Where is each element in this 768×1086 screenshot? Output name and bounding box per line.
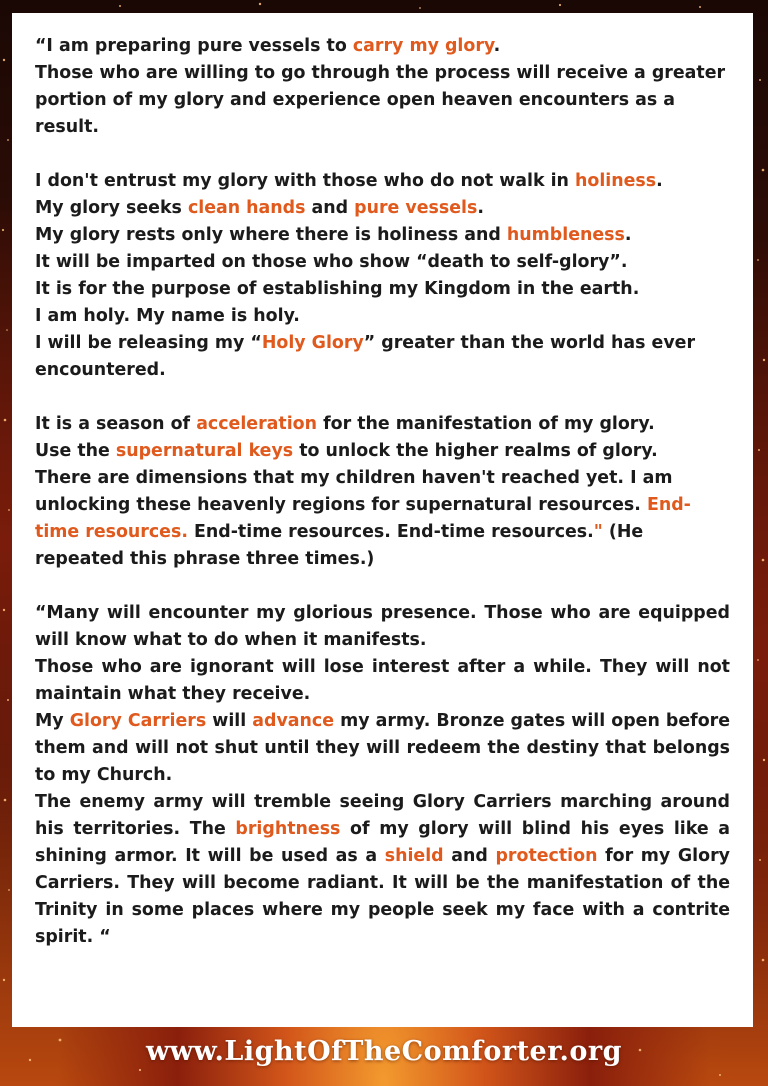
text-segment: Those who are willing to go through the process will receive a greater portion of my glory and experience open heaven encounters as a result. [35, 63, 726, 137]
text-line [35, 249, 730, 276]
text-line [35, 330, 730, 384]
highlighted-phrase: supernatural keys [115, 441, 294, 461]
text-line [35, 303, 730, 330]
text-segment: I am holy. My name is holy. [35, 306, 300, 326]
text-segment: for the manifestation of my glory. [317, 414, 655, 434]
highlighted-phrase: holiness [574, 171, 657, 191]
text-segment: I don't entrust my glory with those who do not walk in [35, 171, 575, 191]
text-line [35, 168, 730, 195]
text-line [35, 33, 730, 60]
text-segment: . [477, 198, 484, 218]
text-line [35, 600, 730, 654]
text-segment: End-time resources. End-time resources. [187, 522, 594, 542]
highlighted-phrase: Glory Carriers [69, 711, 207, 731]
text-segment: It is a season of [35, 414, 197, 434]
text-segment: to unlock the higher realms of glory. [293, 441, 658, 461]
text-segment: My glory rests only where there is holiness and [35, 225, 507, 245]
highlighted-phrase: pure vessels [354, 198, 478, 218]
text-segment: my army. Bronze gates will open before them and will not shut until they will redeem the destiny that belongs to my Church. [35, 711, 731, 785]
highlighted-phrase: " [593, 522, 603, 542]
paragraph [35, 33, 730, 141]
website-url[interactable]: www.LightOfTheComforter.org [146, 1036, 622, 1067]
text-line [35, 222, 730, 249]
text-line [35, 411, 730, 438]
text-segment: There are dimensions that my children haven't reached yet. I am unlocking these heavenly regions for supernatural resources. [35, 468, 673, 515]
highlighted-phrase: humbleness [506, 225, 625, 245]
text-line [35, 60, 730, 141]
text-segment: . [624, 225, 632, 245]
text-segment: I will be releasing my “ [35, 333, 262, 353]
highlighted-phrase: advance [252, 711, 335, 731]
text-line [35, 276, 730, 303]
text-segment: (He repeated this phrase three times.) [35, 522, 644, 569]
text-segment: My [35, 711, 70, 731]
text-segment: The enemy army will tremble seeing Glory Carriers marching around his territories. The [35, 792, 730, 839]
highlighted-phrase: carry my glory [352, 36, 494, 56]
text-line [35, 708, 730, 789]
text-segment: Use the [35, 441, 116, 461]
text-segment: ” greater than the world has ever encountered. [35, 333, 696, 380]
highlighted-phrase: shield [384, 846, 444, 866]
text-segment: “I am preparing pure vessels to [35, 36, 353, 56]
text-segment: . [493, 36, 501, 56]
message-card [12, 13, 753, 1027]
text-line [35, 438, 730, 465]
text-segment: and [305, 198, 355, 218]
paragraph [35, 168, 730, 384]
text-segment: of my glory will blind his eyes like a shining armor. It will be used as a [35, 819, 731, 866]
text-segment: will [206, 711, 253, 731]
highlighted-phrase: Holy Glory [261, 333, 364, 353]
highlighted-phrase: protection [495, 846, 598, 866]
paragraph [35, 411, 730, 573]
text-line [35, 789, 730, 951]
text-segment: “Many will encounter my glorious presence. Those who are equipped will know what to do when it manifests. [35, 603, 730, 650]
text-segment: for my Glory Carriers. They will become radiant. It will be the manifestation of the Trinity in some places where my people seek my face with a contrite spirit. “ [35, 846, 730, 947]
highlighted-phrase: clean hands [187, 198, 306, 218]
text-segment: It will be imparted on those who show “death to self-glory”. [35, 252, 628, 272]
text-line [35, 195, 730, 222]
paragraph [35, 600, 730, 951]
text-segment: It is for the purpose of establishing my Kingdom in the earth. [35, 279, 640, 299]
text-segment: . [656, 171, 663, 191]
highlighted-phrase: brightness [235, 819, 341, 839]
text-line [35, 654, 730, 708]
text-line [35, 465, 730, 573]
text-segment: and [443, 846, 496, 866]
text-segment: Those who are ignorant will lose interest after a while. They will not maintain what they receive. [35, 657, 730, 704]
message-text [35, 33, 730, 951]
highlighted-phrase: End-time resources. [35, 495, 691, 542]
highlighted-phrase: acceleration [196, 414, 318, 434]
text-segment: My glory seeks [35, 198, 188, 218]
